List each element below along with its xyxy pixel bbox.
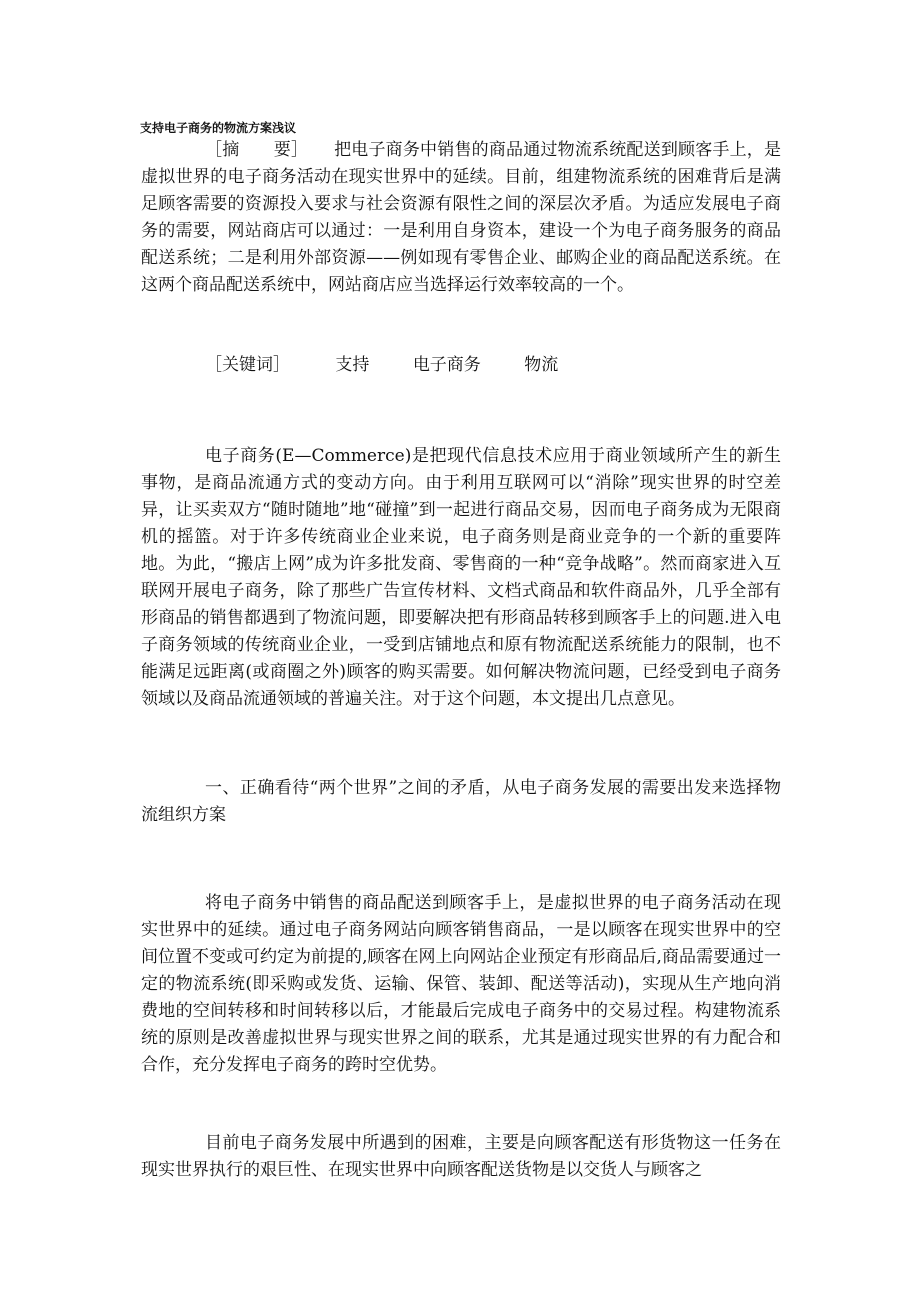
body-paragraph: 将电子商务中销售的商品配送到顾客手上，是虚拟世界的电子商务活动在现实世界中的延续。通过电子商务网站向顾客销售商品，一是以顾客在现实世界中的空间位置不变或可约定为前提的,顾客在网上向网站企业预定有形商品后,商品需要通过一定的物流系统(即采购或发货、运输、保管、装卸、配送等活动)，实现从生产地向消费地的空间转移和时间转移以后，才能最后完成电子商务中的交易过程。构建物流系统的原则是改善虚拟世界与现实世界之间的联系，尤其是通过现实世界的有力配合和合作，充分发挥电子商务的跨时空优势。 (141, 893, 781, 1075)
body-paragraph: 目前电子商务发展中所遇到的困难，主要是向顾客配送有形货物这一任务在现实世界执行的艰巨性、在现实世界中向顾客配送货物是以交货人与顾客之 (141, 1133, 781, 1180)
keyword-item: 物流 (524, 355, 559, 375)
abstract-paragraph: ［摘 要］ 把电子商务中销售的商品通过物流系统配送到顾客手上，是虚拟世界的电子商务活动在现实世界中的延续。目前，组建物流系统的困难背后是满足顾客需要的资源投入要求与社会资源有限性之间的深层次矛盾。为适应发展电子商务的需要，网站商店可以通过：一是利用自身资本，建设一个为电子商务服务的商品配送系统；二是利用外部资源——例如现有零售企业、邮购企业的商品配送系统。在这两个商品配送系统中，网站商店应当选择运行效率较高的一个。 (141, 140, 781, 295)
keywords-line (205, 352, 596, 379)
keyword-item: 电子商务 (412, 355, 481, 375)
keywords-label: ［关键词］ (205, 355, 290, 375)
section-heading: 一、正确看待“两个世界”之间的矛盾，从电子商务发展的需要出发来选择物流组织方案 (141, 778, 781, 825)
body-paragraph: 电子商务(E—Commerce)是把现代信息技术应用于商业领域所产生的新生事物，是商品流通方式的变动方向。由于利用互联网可以“消除”现实世界的时空差异，让买卖双方“随时随地”地“碰撞”到一起进行商品交易，因而电子商务成为无限商机的摇篮。对于许多传统商业企业来说，电子商务则是商业竞争的一个新的重要阵地。为此，“搬店上网”成为许多批发商、零售商的一种“竞争战略”。然而商家进入互联网开展电子商务，除了那些广告宣传材料、文档式商品和软件商品外，几乎全部有形商品的销售都遇到了物流问题，即要解决把有形商品转移到顾客手上的问题.进入电子商务领域的传统商业企业，一受到店铺地点和原有物流配送系统能力的限制，也不能满足远距离(或商圈之外)顾客的购买需要。如何解决物流问题，已经受到电子商务领域以及商品流通领域的普遍关注。对于这个问题，本文提出几点意见。 (141, 446, 781, 709)
document-title: 支持电子商务的物流方案浅议 (140, 121, 297, 135)
keyword-item: 支持 (335, 355, 370, 375)
